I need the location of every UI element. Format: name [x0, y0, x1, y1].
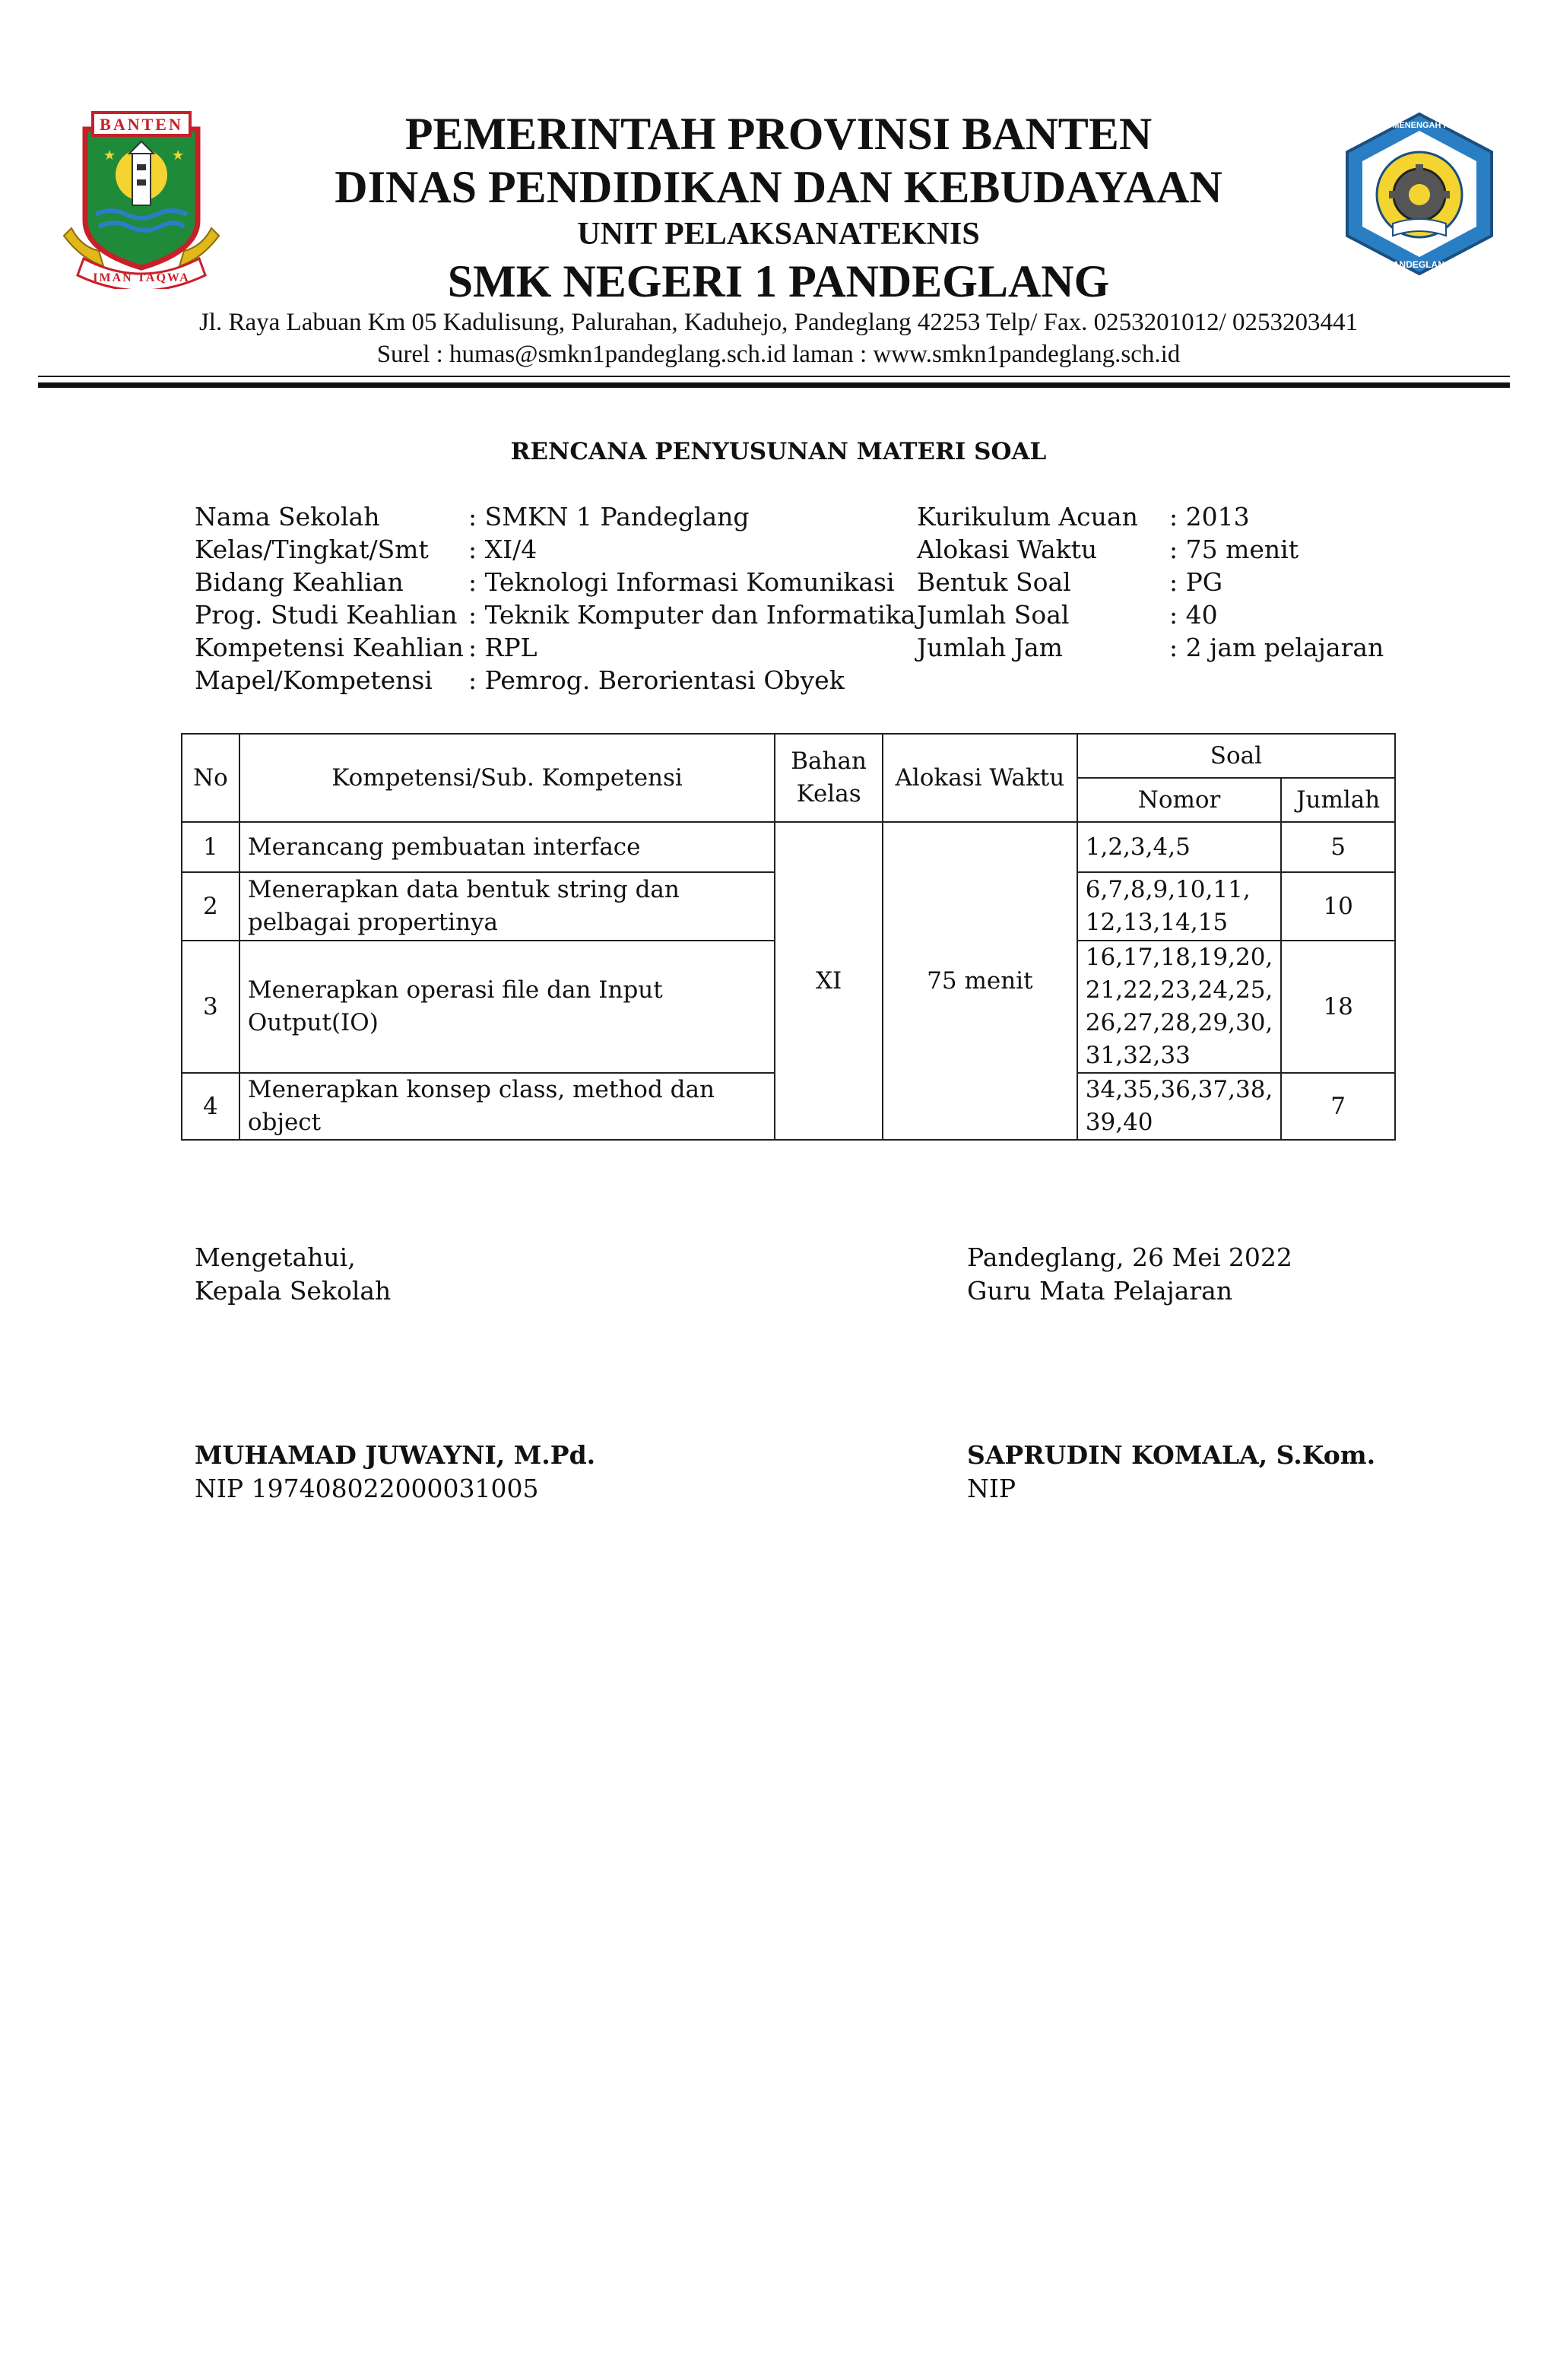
- row-nomor-line: 26,27,28,29,30,: [1085, 1009, 1273, 1036]
- header-soal: Soal: [1077, 734, 1395, 778]
- row-nomor: [1077, 872, 1282, 941]
- school-name: SMK NEGERI 1 PANDEGLANG: [447, 256, 1110, 306]
- letterhead-rule-thin: [38, 376, 1510, 377]
- letterhead-line-2: DINAS PENDIDIKAN DAN KEBUDAYAAN: [335, 162, 1222, 212]
- row-kompetensi-line: Menerapkan data bentuk string dan: [247, 876, 680, 903]
- header-no: No: [182, 734, 239, 822]
- row-nomor-line: 31,32,33: [1085, 1042, 1191, 1069]
- info-label: Bentuk Soal: [917, 567, 1071, 597]
- row-kompetensi: [239, 941, 775, 1073]
- row-jumlah: 7: [1281, 1073, 1395, 1140]
- info-value: : 2013: [1169, 502, 1250, 532]
- info-value: : Teknologi Informasi Komunikasi: [468, 567, 895, 597]
- sig-right-line2: Guru Mata Pelajaran: [967, 1276, 1233, 1306]
- row-nomor: [1077, 1073, 1282, 1140]
- row-nomor: [1077, 941, 1282, 1073]
- header-alokasi: Alokasi Waktu: [883, 734, 1077, 822]
- row-nomor-line: 16,17,18,19,20,: [1085, 944, 1273, 971]
- header-nomor: Nomor: [1077, 778, 1282, 822]
- info-value: : Teknik Komputer dan Informatika: [468, 600, 916, 630]
- table-row: [182, 822, 1395, 872]
- school-contact: Surel : humas@smkn1pandeglang.sch.id laman : www.smkn1pandeglang.sch.id: [376, 341, 1181, 368]
- info-value: : SMKN 1 Pandeglang: [468, 502, 750, 532]
- row-jumlah: 5: [1281, 822, 1395, 872]
- header-kelas: Kelas: [796, 780, 861, 808]
- info-label: Nama Sekolah: [195, 502, 380, 532]
- row-no: 1: [182, 822, 239, 872]
- info-value: : RPL: [468, 633, 537, 662]
- header-bahan-kelas: [775, 734, 883, 822]
- info-label: Kurikulum Acuan: [917, 502, 1138, 532]
- info-label: Kompetensi Keahlian: [195, 633, 464, 662]
- row-kompetensi-line: Menerapkan konsep class, method dan: [247, 1076, 715, 1103]
- info-value: : XI/4: [468, 535, 537, 564]
- header-jumlah: Jumlah: [1281, 778, 1395, 822]
- info-value: : Pemrog. Berorientasi Obyek: [468, 665, 845, 695]
- materi-soal-table: [181, 733, 1396, 1141]
- signature-left-name: [195, 1439, 595, 1506]
- letterhead-line-3: UNIT PELAKSANATEKNIS: [577, 217, 980, 252]
- info-value: : 2 jam pelajaran: [1169, 633, 1384, 662]
- row-nomor-line: 21,22,23,24,25,: [1085, 976, 1273, 1004]
- svg-text:SEKOLAH MENENGAH KEJURUAN: SEKOLAH MENENGAH KEJURUAN: [1349, 121, 1490, 130]
- row-kompetensi-line: pelbagai propertinya: [247, 909, 499, 936]
- header-bahan: Bahan: [791, 747, 867, 775]
- info-label: Alokasi Waktu: [917, 535, 1098, 564]
- letterhead-line-1: PEMERINTAH PROVINSI BANTEN: [404, 109, 1153, 159]
- row-nomor-line: 39,40: [1085, 1109, 1153, 1136]
- svg-text:IMAN TAQWA: IMAN TAQWA: [93, 271, 190, 284]
- row-nomor-line: 12,13,14,15: [1085, 909, 1229, 936]
- sig-left-line2: Kepala Sekolah: [195, 1276, 392, 1306]
- row-no: 3: [182, 941, 239, 1073]
- info-value: : PG: [1169, 567, 1223, 597]
- row-nomor-line: 34,35,36,37,38,: [1085, 1076, 1273, 1103]
- info-value: : 40: [1169, 600, 1218, 630]
- row-kompetensi: [239, 1073, 775, 1140]
- info-label: Mapel/Kompetensi: [195, 665, 433, 695]
- row-jumlah: 10: [1281, 872, 1395, 941]
- row-kompetensi: Merancang pembuatan interface: [239, 822, 775, 872]
- row-kompetensi-line: object: [247, 1109, 322, 1136]
- row-kompetensi-line: Menerapkan operasi file dan Input: [247, 976, 663, 1004]
- sig-right-line1: Pandeglang, 26 Mei 2022: [967, 1242, 1292, 1272]
- school-address: Jl. Raya Labuan Km 05 Kadulisung, Palurahan, Kaduhejo, Pandeglang 42253 Telp/ Fax. 0253201012/ 0253203441: [198, 309, 1359, 336]
- signature-right-name: [967, 1439, 1375, 1506]
- principal-name: MUHAMAD JUWAYNI, M.Pd.: [195, 1440, 596, 1470]
- row-nomor: 1,2,3,4,5: [1077, 822, 1282, 872]
- info-value: : 75 menit: [1169, 535, 1299, 564]
- bahan-kelas-cell: XI: [775, 822, 883, 1140]
- letterhead-rule-thick: [38, 382, 1510, 388]
- sig-left-line1: Mengetahui,: [195, 1242, 356, 1272]
- signature-right: [967, 1241, 1292, 1308]
- svg-text:★: ★: [172, 148, 185, 163]
- row-no: 2: [182, 872, 239, 941]
- teacher-nip: NIP: [967, 1474, 1016, 1503]
- svg-text:PANDEGLANG: PANDEGLANG: [1387, 259, 1452, 270]
- alokasi-waktu-cell: 75 menit: [883, 822, 1077, 1140]
- row-jumlah: 18: [1281, 941, 1395, 1073]
- info-label: Prog. Studi Keahlian: [195, 600, 458, 630]
- document-title: RENCANA PENYUSUNAN MATERI SOAL: [510, 438, 1047, 465]
- info-label: Kelas/Tingkat/Smt: [195, 535, 429, 564]
- info-label: Bidang Keahlian: [195, 567, 404, 597]
- row-nomor-line: 6,7,8,9,10,11,: [1085, 876, 1251, 903]
- svg-text:BANTEN: BANTEN: [100, 115, 183, 134]
- info-label: Jumlah Jam: [917, 633, 1063, 662]
- row-kompetensi-line: Output(IO): [247, 1009, 379, 1036]
- header-kompetensi: Kompetensi/Sub. Kompetensi: [239, 734, 775, 822]
- table-header-row: [182, 734, 1395, 778]
- svg-text:★: ★: [103, 148, 116, 163]
- row-kompetensi: [239, 872, 775, 941]
- teacher-name: SAPRUDIN KOMALA, S.Kom.: [967, 1440, 1376, 1470]
- info-label: Jumlah Soal: [917, 600, 1070, 630]
- row-no: 4: [182, 1073, 239, 1140]
- signature-left: [195, 1241, 391, 1308]
- principal-nip: NIP 197408022000031005: [195, 1474, 539, 1503]
